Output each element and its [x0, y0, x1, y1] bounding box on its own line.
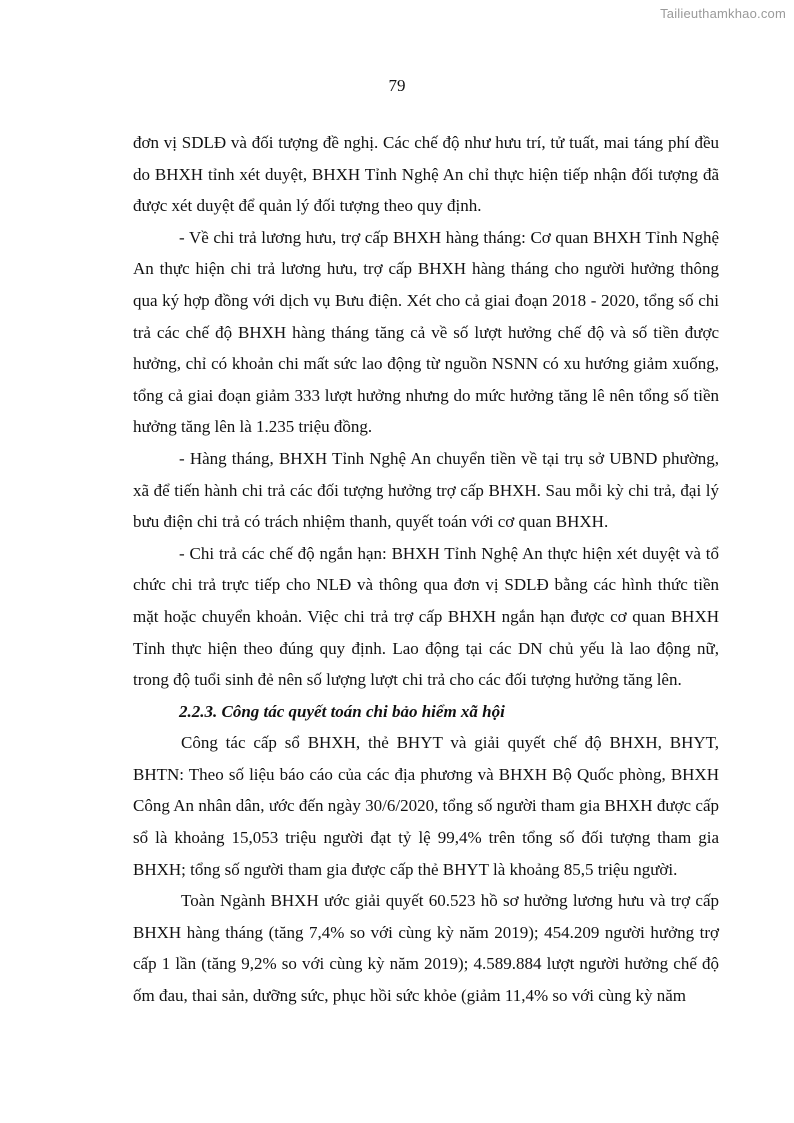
- section-heading: 2.2.3. Công tác quyết toán chi bảo hiểm xã hội: [179, 701, 505, 721]
- paragraph-bullet-pension-payment: - Về chi trả lương hưu, trợ cấp BHXH hàng tháng: Cơ quan BHXH Tỉnh Nghệ An thực hiện chi trả lương hưu, trợ cấp BHXH hàng tháng cho người hưởng thông qua ký hợp đồng với dịch vụ Bưu điện. Xét cho cả giai đoạn 2018 - 2020, tổng số chi trả các chế độ BHXH hàng tháng tăng cả về số lượt hưởng chế độ và số tiền được hưởng, chỉ có khoản chi mất sức lao động từ nguồn NSNN có xu hướng giảm xuống, tổng cả giai đoạn giảm 333 lượt hưởng nhưng do mức hưởng tăng lê nên tổng số tiền hưởng tăng lên là 1.235 triệu đồng.: [133, 227, 719, 437]
- page-number: 79: [388, 76, 406, 95]
- paragraph-bullet-short-term-benefits: - Chi trả các chế độ ngắn hạn: BHXH Tỉnh Nghệ An thực hiện xét duyệt và tổ chức chi trả trực tiếp cho NLĐ và thông qua đơn vị SDLĐ bằng các hình thức tiền mặt hoặc chuyển khoản. Việc chi trả trợ cấp BHXH ngắn hạn được cơ quan BHXH Tỉnh thực hiện theo đúng quy định. Lao động tại các DN chủ yếu là lao động nữ, trong độ tuổi sinh đẻ nên số lượng lượt chi trả cho các đối tượng hưởng tăng lên.: [133, 543, 719, 690]
- paragraph-continuation: đơn vị SDLĐ và đối tượng đề nghị. Các chế độ như hưu trí, tử tuất, mai táng phí đều do BHXH tỉnh xét duyệt, BHXH Tỉnh Nghệ An chỉ thực hiện tiếp nhận đối tượng đã được xét duyệt để quản lý đối tượng theo quy định.: [133, 133, 719, 216]
- paragraph-benefit-settlement: Toàn Ngành BHXH ước giải quyết 60.523 hồ sơ hưởng lương hưu và trợ cấp BHXH hàng tháng (tăng 7,4% so với cùng kỳ năm 2019); 454.209 người hưởng trợ cấp 1 lần (tăng 9,2% so với cùng kỳ năm 2019); 4.589.884 lượt người hưởng chế độ ốm đau, thai sản, dưỡng sức, phục hồi sức khỏe (giảm 11,4% so với cùng kỳ năm: [133, 891, 719, 1006]
- paragraph-bullet-monthly-transfer: - Hàng tháng, BHXH Tỉnh Nghệ An chuyển tiền về tại trụ sở UBND phường, xã để tiến hành chi trả các đối tượng hưởng trợ cấp BHXH. Sau mỗi kỳ chi trả, đại lý bưu điện chi trả có trách nhiệm thanh, quyết toán với cơ quan BHXH.: [133, 448, 719, 532]
- document-body: [133, 127, 719, 1012]
- watermark-text: Tailieuthamkhao.com: [660, 6, 786, 21]
- paragraph-social-insurance-books: Công tác cấp sổ BHXH, thẻ BHYT và giải quyết chế độ BHXH, BHYT, BHTN: Theo số liệu báo cáo của các địa phương và BHXH Bộ Quốc phòng, BHXH Công An nhân dân, ước đến ngày 30/6/2020, tổng số người tham gia BHXH được cấp sổ là khoảng 15,053 triệu người đạt tỷ lệ 99,4% trên tổng số đối tượng tham gia BHXH; tổng số người tham gia được cấp thẻ BHYT là khoảng 85,5 triệu người.: [133, 733, 719, 879]
